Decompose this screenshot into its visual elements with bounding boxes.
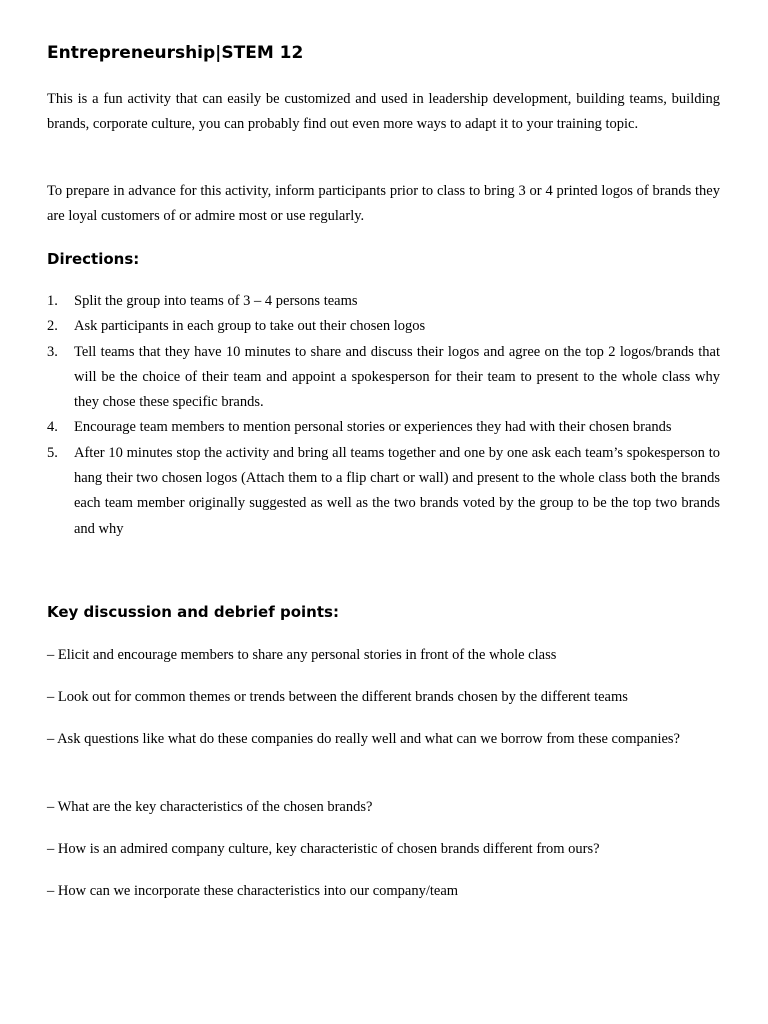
page-title: Entrepreneurship|STEM 12 bbox=[47, 43, 304, 63]
list-item-number: 1. bbox=[47, 293, 58, 309]
list-item-text: Encourage team members to mention personal stories or experiences they had with their chosen brands bbox=[74, 419, 672, 436]
list-item bbox=[47, 289, 720, 314]
list-item-number: 2. bbox=[47, 318, 58, 335]
debrief-heading: Key discussion and debrief points: bbox=[47, 603, 339, 621]
debrief-point: – Look out for common themes or trends between the different brands chosen by the different teams bbox=[47, 689, 628, 705]
list-item-text: Split the group into teams of 3 – 4 persons teams bbox=[74, 293, 358, 309]
debrief-point: – How can we incorporate these characteristics into our company/team bbox=[47, 883, 459, 899]
list-item-text: Ask participants in each group to take out their chosen logos bbox=[74, 318, 426, 335]
debrief-point: – What are the key characteristics of the chosen brands? bbox=[47, 799, 373, 815]
list-item bbox=[47, 441, 720, 542]
directions-heading: Directions: bbox=[47, 250, 140, 268]
list-item-number: 3. bbox=[47, 343, 58, 360]
list-item bbox=[47, 415, 720, 440]
debrief-point: – How is an admired company culture, key characteristic of chosen brands different from ours? bbox=[47, 841, 600, 857]
list-item-text: After 10 minutes stop the activity and bring all teams together and one by one ask each team’s spokesperson to hang their two chosen logos (Attach them to a flip chart or wall) and present to the whole class both the brands each team member originally suggested as well as the two brands voted by the group to be the top two brands and why bbox=[74, 444, 720, 537]
intro-paragraph: This is a fun activity that can easily be customized and used in leadership development, building teams, building brands, corporate culture, you can probably find out even more ways to adapt it to your training topic. bbox=[47, 91, 720, 133]
list-item bbox=[47, 314, 720, 339]
preparation-paragraph: To prepare in advance for this activity, inform participants prior to class to bring 3 or 4 printed logos of brands they are loyal customers of or admire most or use regularly. bbox=[47, 183, 720, 225]
debrief-point: – Elicit and encourage members to share any personal stories in front of the whole class bbox=[47, 647, 557, 663]
list-item-number: 4. bbox=[47, 419, 58, 436]
debrief-point: – Ask questions like what do these companies do really well and what can we borrow from these companies? bbox=[47, 731, 680, 747]
list-item-text: Tell teams that they have 10 minutes to share and discuss their logos and agree on the top 2 logos/brands that will be the choice of their team and appoint a spokesperson for their team to present to the whole class why they chose these specific brands. bbox=[74, 343, 720, 411]
list-item bbox=[47, 340, 720, 416]
directions-list bbox=[47, 289, 720, 542]
list-item-number: 5. bbox=[47, 444, 58, 461]
